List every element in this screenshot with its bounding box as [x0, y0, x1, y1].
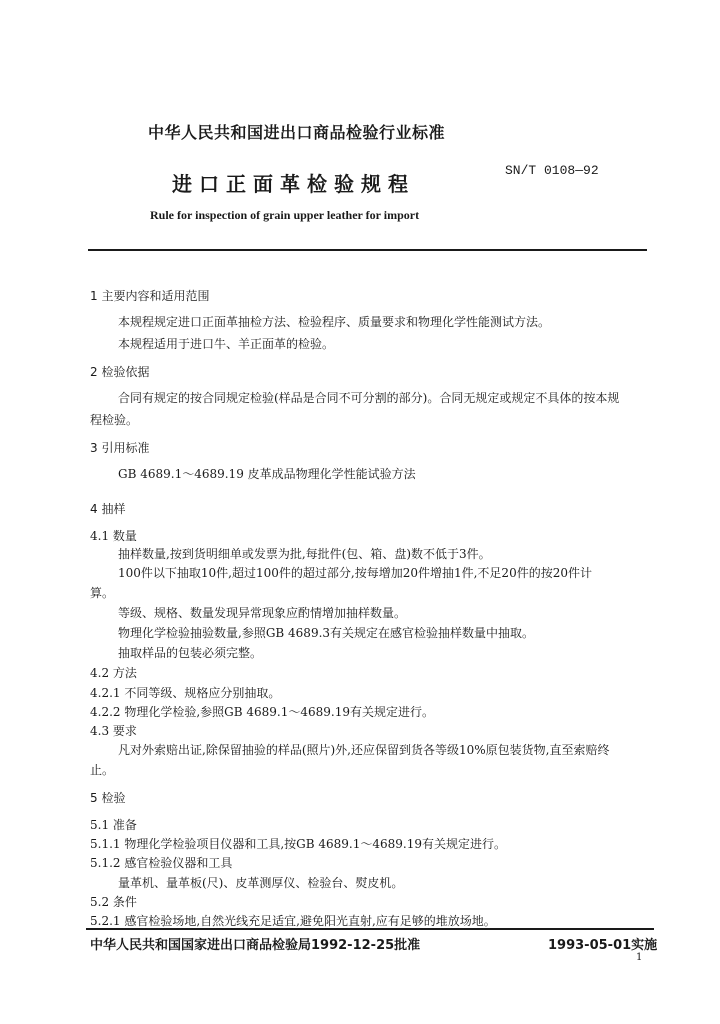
- section-1-heading: 1 主要内容和适用范围: [90, 289, 210, 303]
- header-divider: [88, 249, 647, 251]
- subsection-4-1-para-1: 抽样数量,按到货明细单或发票为批,每批件(包、箱、盘)数不低于3件。: [118, 547, 491, 561]
- subsection-4-3-para-1: 凡对外索赔出证,除保留抽验的样品(照片)外,还应保留到货各等级10%原包装货物,直至索赔终: [118, 743, 610, 757]
- footer-divider: [86, 928, 654, 930]
- document-title: 进口正面革检验规程: [172, 172, 415, 196]
- english-title: Rule for inspection of grain upper leather for import: [150, 208, 420, 222]
- section-4-heading: 4 抽样: [90, 502, 126, 516]
- subsection-4-1-para-2-cont: 算。: [90, 586, 115, 600]
- section-5-heading: 5 检验: [90, 791, 126, 805]
- clause-5-2-1: 5.2.1 感官检验场地,自然光线充足适宜,避免阳光直射,应有足够的堆放场地。: [90, 914, 496, 928]
- clause-4-2-1: 4.2.1 不同等级、规格应分别抽取。: [90, 686, 281, 700]
- subsection-5-1: 5.1 准备: [90, 818, 137, 832]
- standard-number: SN/T 0108—92: [505, 163, 599, 178]
- section-3-heading: 3 引用标准: [90, 441, 150, 455]
- subsection-4-1-para-5: 抽取样品的包装必须完整。: [118, 646, 263, 660]
- issuing-org-title: 中华人民共和国进出口商品检验行业标准: [148, 123, 446, 142]
- clause-5-1-1: 5.1.1 物理化学检验项目仪器和工具,按GB 4689.1～4689.19有关规定进行。: [90, 837, 506, 851]
- effective-date: 1993-05-01实施: [548, 938, 658, 953]
- clause-5-1-2: 5.1.2 感官检验仪器和工具: [90, 856, 233, 870]
- clause-5-1-2-para-1: 量革机、量革板(尺)、皮革测厚仪、检验台、熨皮机。: [118, 876, 404, 890]
- approval-line: 中华人民共和国国家进出口商品检验局1992-12-25批准: [90, 938, 421, 953]
- section-2-para-1: 合同有规定的按合同规定检验(样品是合同不可分割的部分)。合同无规定或规定不具体的按本规: [118, 391, 620, 405]
- subsection-5-2: 5.2 条件: [90, 895, 137, 909]
- subsection-4-2: 4.2 方法: [90, 666, 137, 680]
- section-1-para-1: 本规程规定进口正面革抽检方法、检验程序、质量要求和物理化学性能测试方法。: [118, 315, 551, 329]
- subsection-4-1-para-3: 等级、规格、数量发现异常现象应酌情增加抽样数量。: [118, 606, 407, 620]
- section-2-para-1-cont: 程检验。: [90, 413, 139, 427]
- clause-4-2-2: 4.2.2 物理化学检验,参照GB 4689.1～4689.19有关规定进行。: [90, 705, 434, 719]
- section-3-para-1: GB 4689.1～4689.19 皮革成品物理化学性能试验方法: [118, 467, 416, 481]
- section-1-para-2: 本规程适用于进口牛、羊正面革的检验。: [118, 337, 335, 351]
- subsection-4-3-para-1-cont: 止。: [90, 763, 115, 777]
- subsection-4-3: 4.3 要求: [90, 724, 137, 738]
- subsection-4-1-para-2: 100件以下抽取10件,超过100件的超过部分,按每增加20件增抽1件,不足20件的按20件计: [118, 566, 592, 580]
- subsection-4-1: 4.1 数量: [90, 529, 137, 543]
- page-number: 1: [636, 952, 643, 963]
- section-2-heading: 2 检验依据: [90, 365, 150, 379]
- subsection-4-1-para-4: 物理化学检验抽验数量,参照GB 4689.3有关规定在感官检验抽样数量中抽取。: [118, 626, 535, 640]
